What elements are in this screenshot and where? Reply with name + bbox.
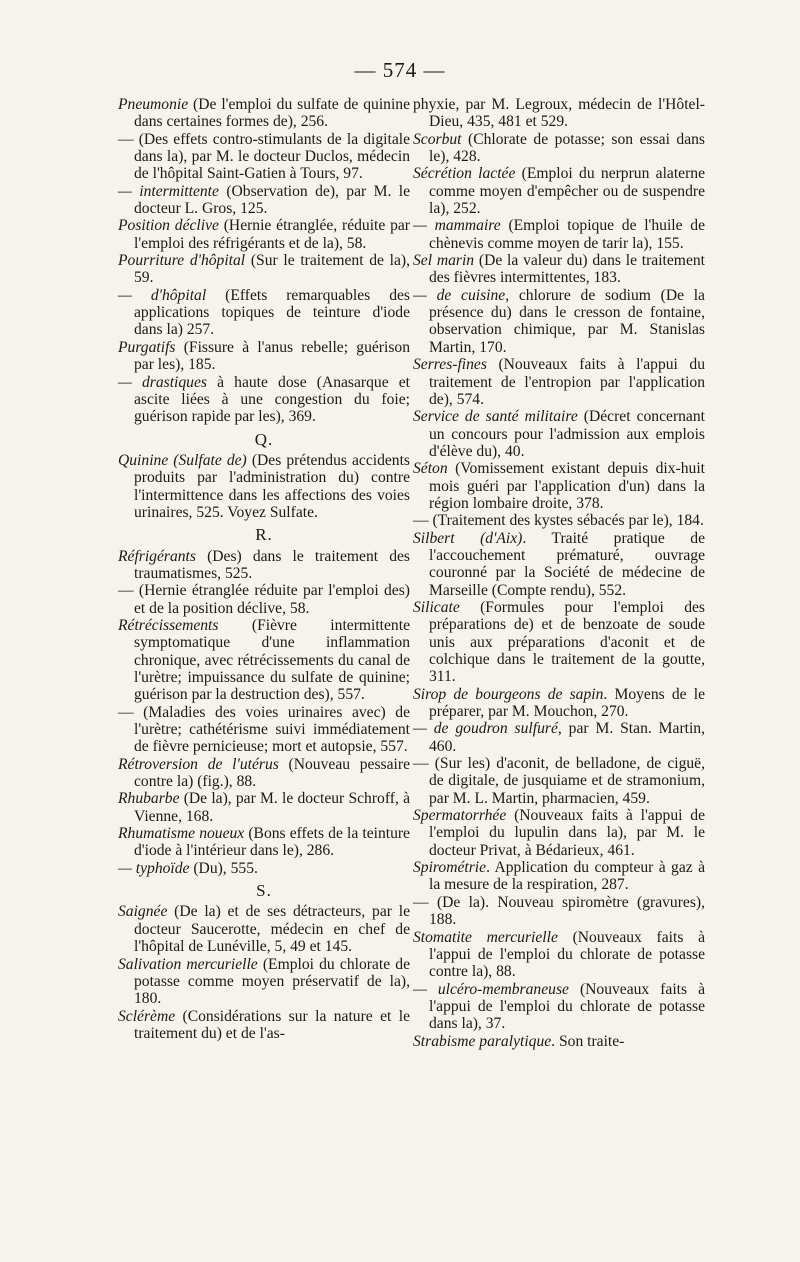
index-entry: [413, 599, 705, 686]
index-entry: [118, 339, 410, 374]
entry-text: (Effets remarquables des applications topiques de teinture d'iode dans la) 257.: [134, 286, 410, 339]
entry-term: Sclérème: [118, 1007, 176, 1025]
section-letter: R.: [255, 525, 273, 545]
index-entry: [413, 96, 705, 131]
entry-term: Rétroversion de l'utérus: [118, 755, 279, 773]
index-entry: [118, 183, 410, 218]
entry-term: Strabisme paralytique: [413, 1032, 552, 1050]
entry-term: Salivation mercurielle: [118, 955, 258, 973]
entry-text: (Hernie étranglée, réduite par l'emploi des réfrigérants et de la), 58.: [134, 217, 411, 252]
entry-text: (De la), par M. le docteur Schroff, à Vienne, 168.: [134, 790, 410, 825]
entry-term: Spirométrie: [413, 859, 487, 877]
entry-text: (Fièvre intermittente symptomatique d'une inflammation chronique, avec rétrécissements du canal de l'urètre; impuissance du sulfate de quinine; guérison par la destruction des), 557.: [134, 616, 410, 704]
entry-text: — (De la). Nouveau spiromètre (gravures), 188.: [413, 893, 705, 929]
entry-term: Pneumonie: [118, 96, 189, 113]
index-entry: [413, 720, 705, 755]
right-column: [413, 96, 705, 1050]
entry-term: Saignée: [118, 903, 168, 921]
index-entry: [413, 807, 705, 859]
entry-term: — typhoïde: [118, 859, 190, 877]
index-entry: [118, 1008, 410, 1043]
index-entry: [413, 755, 705, 807]
section-letter: Q.: [254, 429, 274, 449]
entry-term: Quinine (Sulfate de): [118, 451, 247, 469]
entry-text: (Emploi du chlorate de potasse comme moyen préservatif de la), 180.: [134, 955, 410, 1008]
index-entry: [413, 131, 705, 166]
index-entry: [118, 252, 410, 287]
index-entry: [413, 217, 705, 252]
index-entry: [413, 356, 705, 408]
index-entry: [413, 512, 705, 529]
entry-text: (Considérations sur la nature et le traitement du) et de l'as-: [134, 1007, 410, 1042]
entry-text: (Emploi du nerprun alaterne comme moyen d'empêcher ou de suspendre la), 252.: [429, 165, 705, 218]
index-entry: [413, 894, 705, 929]
index-entry: [413, 287, 705, 356]
entry-text: (Sur le traitement de la), 59.: [134, 252, 410, 287]
entry-term: Silicate: [413, 598, 460, 616]
entry-text: (Décret concernant un concours pour l'admission aux emplois d'élève du), 40.: [429, 408, 705, 460]
entry-term: Réfrigérants: [118, 547, 196, 565]
entry-text: — (Traitement des kystes sébacés par le), 184.: [413, 512, 704, 530]
index-entry: [413, 981, 705, 1033]
index-entry: [118, 704, 410, 756]
entry-term: — mammaire: [413, 217, 501, 235]
index-entry: [118, 582, 410, 617]
entry-term: Service de santé militaire: [413, 408, 578, 426]
entry-term: Séton: [413, 460, 448, 478]
index-entry: [118, 374, 410, 426]
entry-text: . Traité pratique de l'accouchement prématuré, ouvrage couronné par la Société de médecine de Marseille (Compte rendu), 552.: [429, 529, 705, 599]
entry-text: — (Hernie étranglée réduite par l'emploi des) et de la position déclive, 58.: [118, 582, 410, 617]
entry-text: . Application du compteur à gaz à la mesure de la respiration, 287.: [429, 859, 705, 894]
entry-text: à haute dose (Anasarque et ascite liées à une congestion du foie; guérison rapide par les), 369.: [134, 373, 411, 426]
entry-text: (Chlorate de potasse; son essai dans le), 428.: [429, 130, 705, 166]
index-entry: [413, 929, 705, 981]
index-entry: [118, 131, 410, 183]
index-entry: [413, 252, 705, 287]
entry-term: Position déclive: [118, 217, 219, 235]
entry-term: Sel marin: [413, 252, 475, 270]
entry-text: phyxie, par M. Legroux, médecin de l'Hôtel-Dieu, 435, 481 et 529.: [413, 96, 705, 131]
entry-text: . Son traite-: [551, 1032, 625, 1050]
index-entry: [118, 825, 410, 860]
section-letter: S.: [256, 881, 272, 901]
entry-text: (Nouveaux faits à l'appui de l'emploi du chlorate de potasse contre la), 88.: [429, 928, 705, 981]
page-number: — 574 —: [354, 58, 446, 82]
entry-term: — intermittente: [118, 182, 219, 200]
entry-text: . Moyens de le préparer, par M. Mouchon, 270.: [429, 685, 706, 721]
entry-text: (De la valeur du) dans le traitement des fièvres intermittentes, 183.: [429, 252, 705, 287]
index-entry: [118, 217, 410, 252]
entry-term: Scorbut: [413, 130, 462, 148]
index-entry: [118, 956, 410, 1008]
entry-term: Sécrétion lactée: [413, 165, 516, 183]
entry-term: Pourriture d'hôpital: [118, 252, 246, 270]
entry-term: Purgatifs: [118, 338, 176, 356]
entry-term: — de cuisine: [413, 286, 506, 304]
entry-text: (Nouveaux faits à l'appui du traitement de l'entropion par l'application de), 574.: [429, 356, 705, 408]
entry-term: Spermatorrhée: [413, 807, 507, 825]
index-entry: [118, 96, 410, 131]
entry-term: Silbert (d'Aix): [413, 529, 523, 547]
entry-text: (De la) et de ses détracteurs, par le docteur Saucerotte, médecin en chef de l'hôpital de Lunéville, 5, 49 et 145.: [134, 903, 410, 956]
entry-text: , par M. Stan. Martin, 460.: [429, 720, 705, 755]
entry-text: (Nouveaux faits à l'appui de l'emploi du chlorate de potasse dans la), 37.: [429, 980, 705, 1033]
entry-text: (Des prétendus accidents produits par l'administration du) contre l'intermittence dans les affections des voies urinaires, 525. Voyez Sulfate.: [134, 451, 411, 521]
entry-text: — (Sur les) d'aconit, de belladone, de ciguë, de digitale, de jusquiame et de stramonium, par M. L. Martin, pharmacien, 459.: [413, 755, 705, 807]
entry-text: , chlorure de sodium (De la présence du) dans le cresson de fontaine, observation chimique, par M. Stanislas Martin, 170.: [429, 286, 705, 356]
left-column: [118, 96, 410, 1042]
entry-term: — ulcéro-membraneuse: [413, 980, 569, 998]
entry-text: — (Des effets contro-stimulants de la digitale dans la), par M. le docteur Duclos, médecin de l'hôpital Saint-Gatien à Tours, 97.: [118, 130, 410, 183]
entry-text: (Des) dans le traitement des traumatismes, 525.: [134, 547, 410, 582]
entry-text: (Nouveau pessaire contre la) (fig.), 88.: [134, 755, 410, 791]
index-entry: [118, 903, 410, 955]
entry-text: (Du), 555.: [189, 859, 258, 877]
entry-text: — (Maladies des voies urinaires avec) de l'urètre; cathétérisme suivi immédiatement de fièvre pernicieuse; mort et autopsie, 557.: [118, 703, 410, 756]
entry-text: (De l'emploi du sulfate de quinine dans certaines formes de), 256.: [134, 96, 410, 131]
entry-term: Rétrécissements: [118, 616, 219, 634]
index-entry: [118, 452, 410, 521]
entry-term: — d'hôpital: [118, 286, 207, 304]
index-entry: [413, 408, 705, 460]
entry-term: Serres-fines: [413, 356, 487, 374]
entry-term: Sirop de bourgeons de sapin: [413, 685, 604, 703]
entry-term: Rhumatisme noueux: [118, 825, 245, 843]
entry-text: (Observation de), par M. le docteur L. Gros, 125.: [134, 182, 410, 218]
index-entry: [118, 287, 410, 339]
index-entry: [413, 530, 705, 599]
entry-term: Stomatite mercurielle: [413, 928, 558, 946]
entry-text: (Fissure à l'anus rebelle; guérison par les), 185.: [134, 338, 410, 374]
index-entry: [413, 165, 705, 217]
entry-text: (Nouveaux faits à l'appui de l'emploi du lupulin dans la), par M. le docteur Privat, à Bédarieux, 461.: [429, 807, 705, 859]
entry-text: (Bons effets de la teinture d'iode à l'intérieur dans le), 286.: [134, 825, 410, 860]
index-entry: [118, 548, 410, 583]
entry-term: — drastiques: [118, 373, 207, 391]
index-entry: [413, 859, 705, 894]
entry-term: Rhubarbe: [118, 790, 180, 808]
index-entry: [118, 756, 410, 791]
index-entry: [118, 860, 410, 877]
entry-text: (Formules pour l'emploi des préparations de) et de benzoate de soude unis aux préparations d'aconit et de colchique dans le traitement de la goutte, 311.: [429, 598, 705, 686]
index-entry: [118, 617, 410, 704]
entry-text: (Emploi topique de l'huile de chènevis comme moyen de tarir la), 155.: [429, 217, 705, 252]
index-entry: [413, 686, 705, 721]
index-entry: [413, 460, 705, 512]
index-entry: [118, 790, 410, 825]
entry-term: — de goudron sulfuré: [413, 720, 558, 738]
entry-text: (Vomissement existant depuis dix-huit mois guéri par l'application d'un) dans la région lombaire droite, 378.: [429, 460, 705, 512]
index-entry: [413, 1033, 705, 1050]
